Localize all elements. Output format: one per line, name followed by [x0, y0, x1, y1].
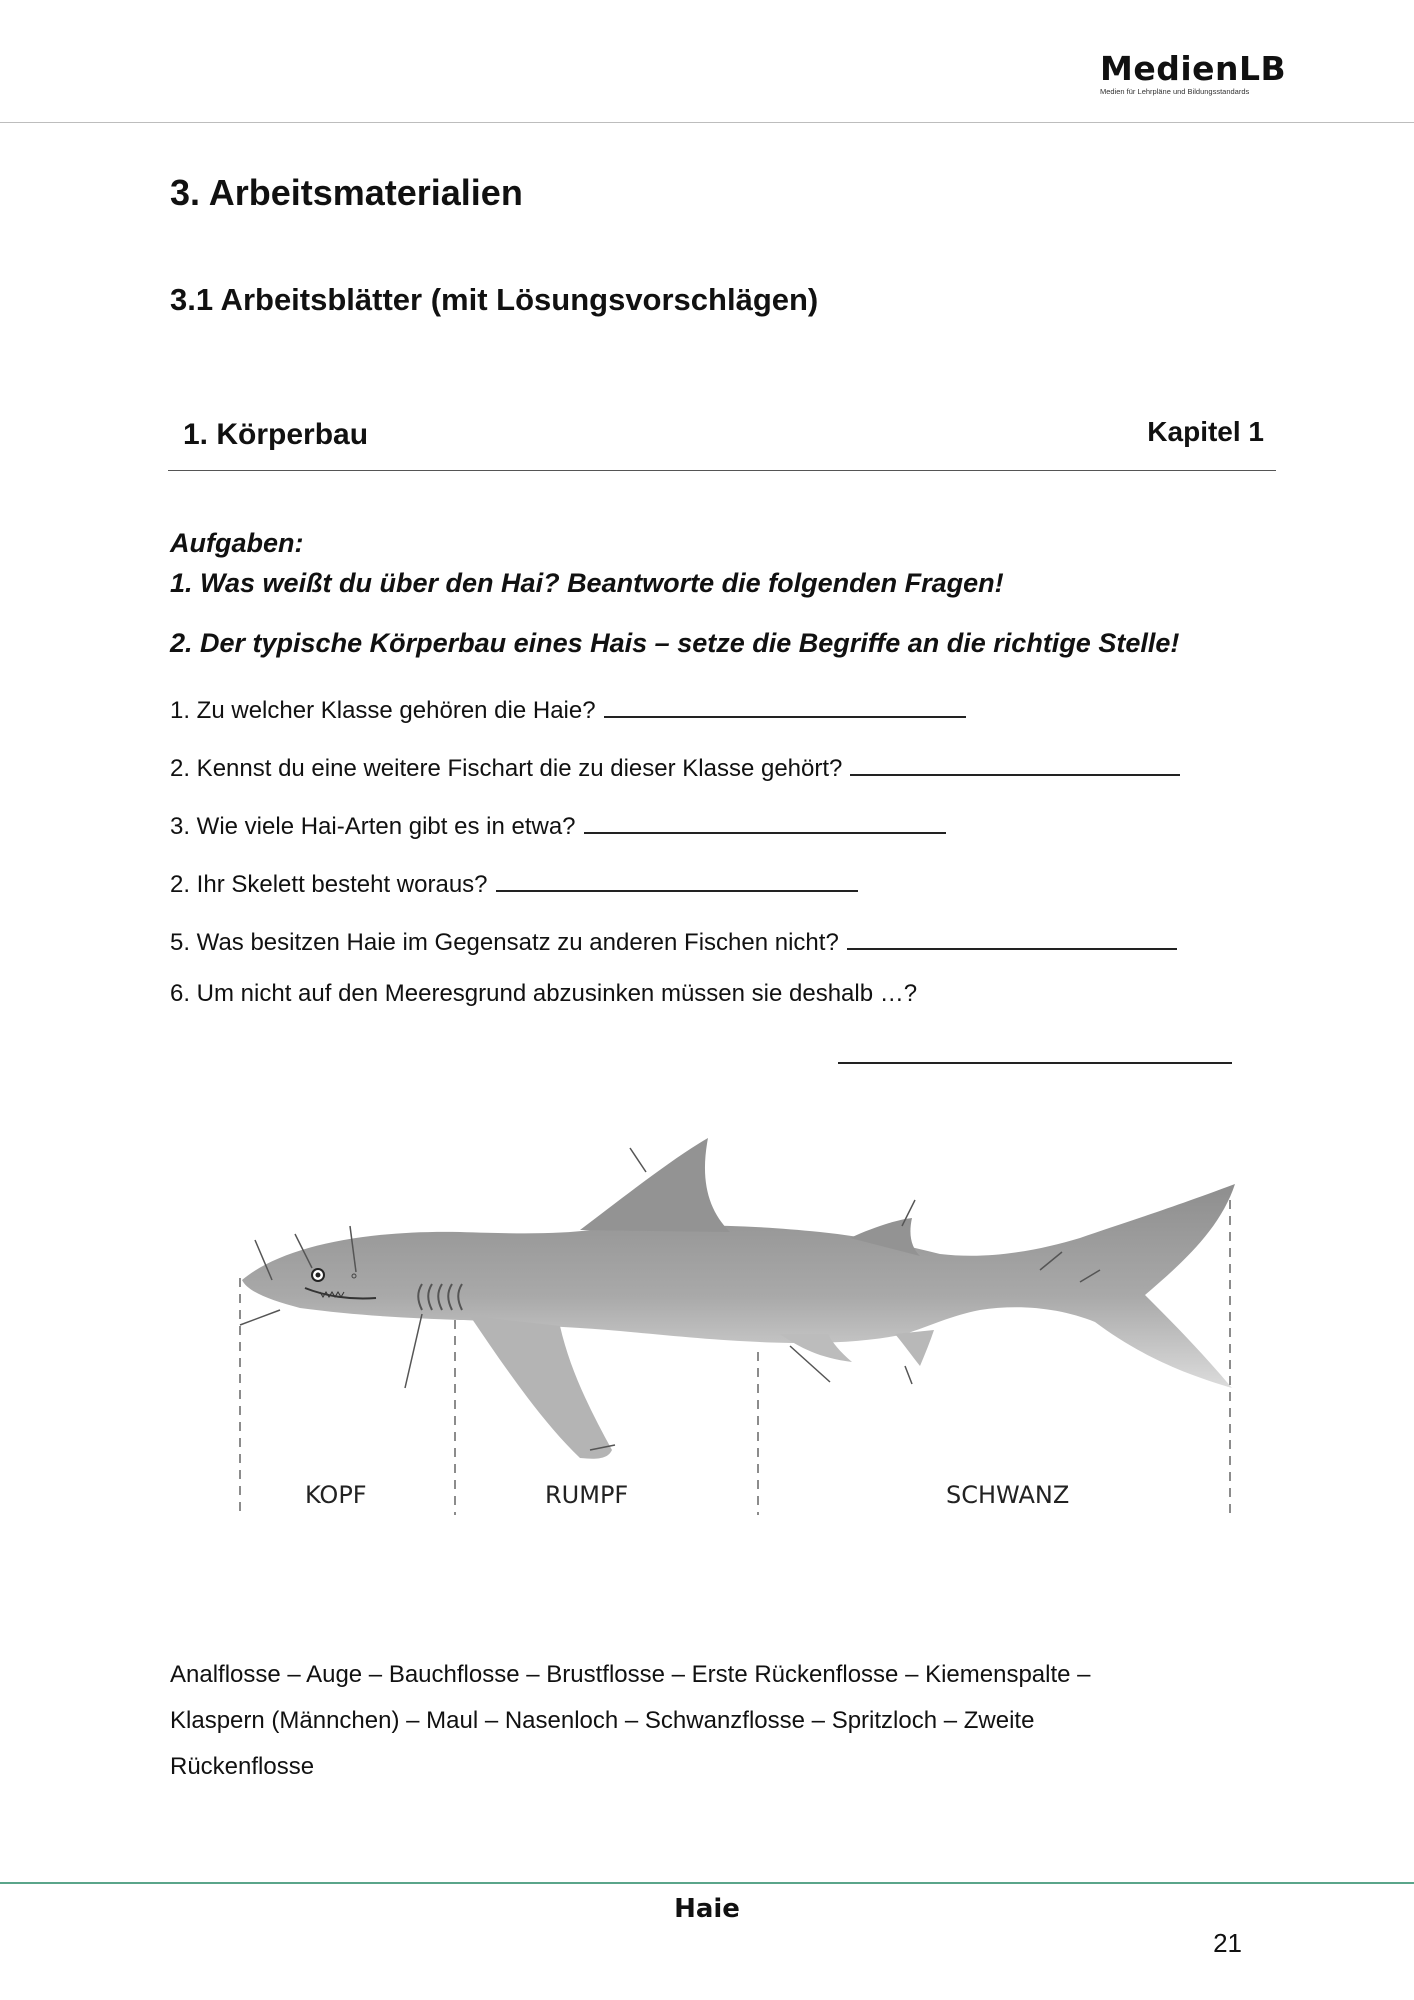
label-rumpf: RUMPF [545, 1481, 629, 1509]
shark-diagram [160, 1120, 1250, 1530]
footer-divider [0, 1882, 1414, 1884]
question-text: 2. Kennst du eine weitere Fischart die zu dieser Klasse gehört? [170, 755, 843, 782]
answer-blank-6[interactable] [838, 1062, 1232, 1064]
answer-blank[interactable] [604, 690, 966, 718]
answer-blank[interactable] [847, 922, 1177, 950]
answer-blank[interactable] [850, 748, 1180, 776]
question-1 [170, 690, 966, 725]
question-text: 1. Zu welcher Klasse gehören die Haie? [170, 697, 596, 724]
task-2: 2. Der typische Körperbau eines Hais – setze die Begriffe an die richtige Stelle! [170, 628, 1180, 658]
section-title: 1. Körperbau [183, 418, 369, 451]
page-heading: 3. Arbeitsmaterialien [170, 172, 523, 213]
question-text: 6. Um nicht auf den Meeresgrund abzusinken müssen sie deshalb …? [170, 980, 918, 1007]
sub-heading: 3.1 Arbeitsblätter (mit Lösungsvorschlägen) [170, 282, 819, 317]
term-line-1: Analflosse – Auge – Bauchflosse – Brustflosse – Erste Rückenflosse – Kiemenspalte – [170, 1661, 1091, 1688]
footer-title: Haie [674, 1894, 740, 1924]
question-3 [170, 806, 946, 841]
tasks-label: Aufgaben: [170, 528, 304, 558]
question-2 [170, 748, 1180, 783]
section-chapter: Kapitel 1 [1147, 416, 1264, 447]
question-text: 3. Wie viele Hai-Arten gibt es in etwa? [170, 813, 576, 840]
first-dorsal-fin [580, 1138, 730, 1232]
label-schwanz: SCHWANZ [946, 1481, 1070, 1509]
logo-wordmark: MedienLB [1100, 49, 1287, 88]
answer-blank[interactable] [584, 806, 946, 834]
term-line-3: Rückenflosse [170, 1753, 315, 1780]
logo-tagline: Medien für Lehrpläne und Bildungsstandards [1100, 87, 1250, 96]
label-kopf: KOPF [305, 1481, 367, 1509]
medienlb-logo [1100, 49, 1300, 96]
question-text: 5. Was besitzen Haie im Gegensatz zu anderen Fischen nicht? [170, 929, 839, 956]
section-divider [168, 470, 1276, 471]
shark-body [242, 1184, 1235, 1388]
question-5 [170, 922, 1177, 957]
term-list [170, 1652, 1230, 1790]
answer-blank[interactable] [496, 864, 858, 892]
question-text: 2. Ihr Skelett besteht woraus? [170, 871, 488, 898]
pectoral-fin [470, 1316, 612, 1459]
task-1: 1. Was weißt du über den Hai? Beantworte die folgenden Fragen! [170, 568, 1004, 598]
question-6 [170, 980, 917, 1008]
term-line-2: Klaspern (Männchen) – Maul – Nasenloch – Schwanzflosse – Spritzloch – Zweite [170, 1707, 1035, 1734]
question-4 [170, 864, 858, 899]
page-number: 21 [1213, 1928, 1242, 1958]
anal-fin [895, 1330, 934, 1366]
header-divider [0, 122, 1414, 123]
